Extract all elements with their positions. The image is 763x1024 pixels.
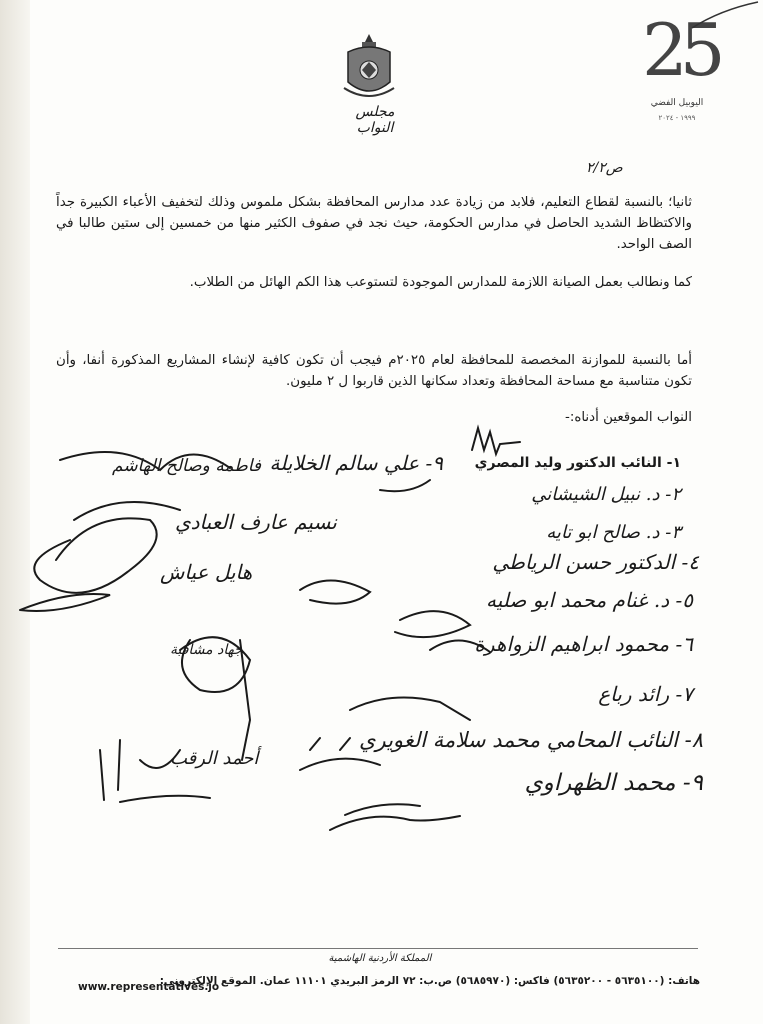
paragraph-maintenance: كما ونطالب بعمل الصيانة اللازمة للمدارس الموجودة لتستوعب هذا الكم الهائل من الطلاب.: [189, 275, 692, 290]
signatory-7: ٧- رائد رباع: [598, 682, 693, 706]
signatory-5: ٥- د. غنام محمد ابو صليه: [485, 588, 693, 612]
signatory-8: ٨- النائب المحامي محمد سلامة الغويري: [359, 728, 703, 752]
signatory-left-4: هايل عياش: [160, 560, 253, 584]
signatory-1: ١- النائب الدكتور وليد المصري: [474, 455, 681, 471]
corner-pen-stroke: [690, 0, 760, 30]
page-mark: ص٢/٢: [586, 160, 623, 176]
signatory-left-5: جهاد مشاقبة: [170, 642, 243, 658]
footer-website-link[interactable]: www.representatives.jo: [78, 981, 220, 993]
footer-divider: [58, 948, 698, 949]
signatory-6: ٦- محمود ابراهيم الزواهرة: [474, 632, 693, 656]
signatory-left-1: ٩- علي سالم الخلايلة: [269, 451, 443, 475]
signatory-left-2: فاطمة وصالح الهاشم: [112, 456, 262, 476]
footer-contact-text: هاتف: (٥٦٣٥١٠٠ - ٥٦٣٥٢٠٠) فاكس: (٥٦٨٥٩٧٠) ص.ب: ٧٢ الرمز البريدي ١١١٠١ عمان. الموقع الإلكتروني:: [159, 975, 700, 987]
anniversary-number: 25: [642, 8, 718, 92]
footer-kingdom: المملكة الأردنية الهاشمية: [328, 953, 432, 964]
paragraph-education: ثانيا؛ بالنسبة لقطاع التعليم، فلابد من زيادة عدد مدارس المحافظة بشكل ملموس وذلك لتخفيف الأعباء الكبيرة جداً والاكتظاظ الشديد الحاصل في مدارس الحكومة، حيث نجد في صفوف الكثير منها من خمسين إلى ستين طالبا في الصف الواحد.: [56, 195, 692, 252]
paragraph-budget: أما بالنسبة للموازنة المخصصة للمحافظة لعام ٢٠٢٥م فيجب أن تكون كافية لإنشاء المشاريع المذكورة أنفا، وأن تكون متناسبة مع مساحة المحافظة وتعداد سكانها الذين قاربوا ل ٢ مليون.: [56, 353, 692, 389]
signatory-left-6: أحمد الرقب: [170, 748, 259, 769]
signatory-3: ٣- د. صالح ابو تايه: [546, 522, 681, 543]
council-name: مجلس النواب: [355, 104, 395, 136]
signers-title: النواب الموقعين أدناه:-: [564, 410, 692, 425]
signatory-2: ٢- د. نبيل الشيشاني: [531, 484, 681, 505]
signatory-left-3: نسيم عارف العبادي: [175, 510, 337, 534]
signatory-4: ٤- الدكتور حسن الرياطي: [492, 550, 699, 574]
signatory-9: ٩- محمد الظهراوي: [524, 770, 703, 796]
royal-crest-icon: [338, 32, 400, 104]
handwritten-signatures: [0, 420, 763, 840]
anniversary-years: ١٩٩٩ - ٢٠٢٤: [658, 114, 696, 122]
anniversary-caption: اليوبيل الفضي: [650, 98, 704, 108]
